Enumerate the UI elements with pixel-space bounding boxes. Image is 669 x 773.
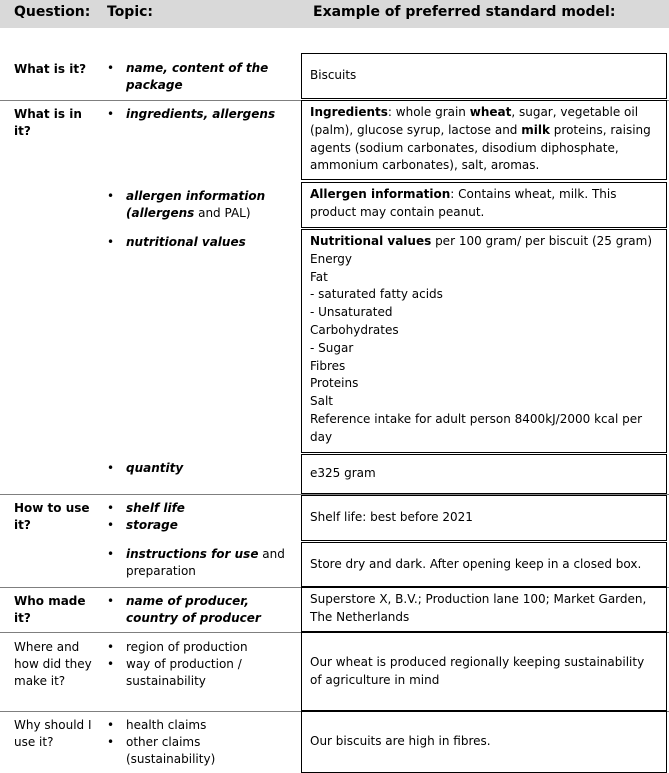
- nutrition-line: - Sugar: [310, 340, 354, 355]
- topic-region: region of production: [126, 640, 248, 654]
- question-how-to-use: How to use it?: [14, 501, 90, 532]
- topic-preparation: and preparation: [126, 547, 285, 578]
- topic-instructions: • instructions for use and preparation: [107, 547, 285, 578]
- topic-ingredients-allergens: ingredients, allergens: [126, 107, 276, 121]
- instructions-text: Store dry and dark. After opening keep in a closed box.: [310, 556, 642, 571]
- nutrition-line: Proteins: [310, 376, 359, 391]
- nutrition-label: Nutritional values: [310, 234, 432, 248]
- allergen-label: Allergen information: [310, 187, 451, 201]
- example-quantity: [301, 454, 667, 494]
- topic-name-content: name, content of the package: [126, 61, 269, 92]
- example-ingredients: [301, 100, 667, 180]
- shelf-life-text: Shelf life: best before 2021: [310, 510, 473, 525]
- producer-text: Superstore X, B.V.; Production lane 100; Market Garden, The Netherlands: [310, 592, 647, 624]
- example-biscuits: Biscuits: [310, 68, 357, 83]
- ingredients-text-3: proteins, raising agents (sodium carbonates, disodium diphosphate, ammonium carbonates), salt, aromas.: [310, 122, 651, 173]
- example-production: [301, 632, 667, 711]
- topic-allergen: • allergen information (allergens and PAL): [107, 189, 266, 220]
- topic-allergen-info: allergen information: [126, 189, 266, 203]
- topic-nutritional-values: nutritional values: [126, 235, 246, 249]
- topic-instructions-for-use: instructions for use: [126, 547, 259, 561]
- topic-quantity: • quantity: [107, 461, 184, 475]
- nutrition-line: Fibres: [310, 358, 346, 373]
- ingredients-wheat: wheat: [469, 105, 512, 119]
- example-column-header: Example of preferred standard model:: [313, 4, 616, 20]
- topic-storage: storage: [126, 518, 178, 532]
- question-column-header: Question:: [14, 4, 91, 20]
- allergen-text: : Contains wheat, milk. This product may contain peanut.: [310, 187, 617, 219]
- topic-quantity-label: quantity: [126, 461, 184, 475]
- nutrition-header-rest: per 100 gram/ per biscuit (25 gram): [431, 234, 653, 248]
- nutrition-line: - saturated fatty acids: [310, 287, 443, 302]
- example-producer: [301, 587, 667, 632]
- ingredients-label: Ingredients: [310, 105, 388, 119]
- quantity-value: e325 gram: [310, 466, 376, 481]
- nutrition-line: Carbohydrates: [310, 322, 399, 337]
- nutrition-line: Fat: [310, 269, 328, 284]
- question-where-how: Where and how did they make it?: [14, 640, 92, 688]
- example-allergen: [301, 182, 667, 228]
- topic-ingredients: • ingredients, allergens: [107, 107, 276, 121]
- topic-shelf-storage: • shelf life • storage: [107, 501, 185, 532]
- topic-allergens: (allergens: [126, 206, 195, 220]
- topic-way-of-production: way of production / sustainability: [126, 657, 242, 688]
- topic-other-claims: other claims (sustainability): [126, 735, 216, 766]
- topic-health-claims: health claims: [126, 718, 207, 732]
- topic-production: • region of production • way of production / sustainability: [107, 639, 277, 690]
- production-text: Our wheat is produced regionally keeping sustainability of agriculture in mind: [310, 654, 645, 687]
- question-who-made-it: Who made it?: [14, 594, 86, 625]
- example-what-is-it: [301, 53, 667, 99]
- question-what-is-it: What is it?: [14, 62, 87, 76]
- example-claims: [301, 711, 667, 773]
- topic-nutrition: • nutritional values: [107, 235, 246, 249]
- ingredients-text-1: : whole grain: [387, 105, 470, 119]
- table-header: [0, 0, 669, 28]
- topic-producer: • name of producer, country of producer: [107, 593, 277, 627]
- example-instructions: [301, 542, 667, 587]
- question-why-use: Why should I use it?: [14, 718, 92, 749]
- example-shelf-life: [301, 495, 667, 541]
- topic-producer-label: name of producer, country of producer: [126, 594, 261, 625]
- ingredients-text-2: , sugar, vegetable oil (palm), glucose syrup, lactose and: [310, 105, 639, 137]
- topic-column-header: Topic:: [107, 4, 154, 20]
- example-nutrition: [301, 229, 667, 453]
- nutrition-line: Salt: [310, 394, 334, 409]
- nutrition-line: Reference intake for adult person 8400kJ/2000 kcal per day: [310, 411, 643, 444]
- topic-shelf-life: shelf life: [126, 501, 185, 515]
- nutrition-line: - Unsaturated: [310, 305, 393, 320]
- claims-text: Our biscuits are high in fibres.: [310, 734, 491, 749]
- topic-what-is-it: • name, content of the package: [107, 60, 287, 94]
- ingredients-milk: milk: [521, 122, 550, 137]
- nutrition-line: Energy: [310, 251, 353, 266]
- question-what-is-in-it: What is in it?: [14, 107, 82, 138]
- topic-claims: • health claims • other claims (sustainability): [107, 717, 277, 768]
- topic-pal: and PAL): [194, 206, 251, 220]
